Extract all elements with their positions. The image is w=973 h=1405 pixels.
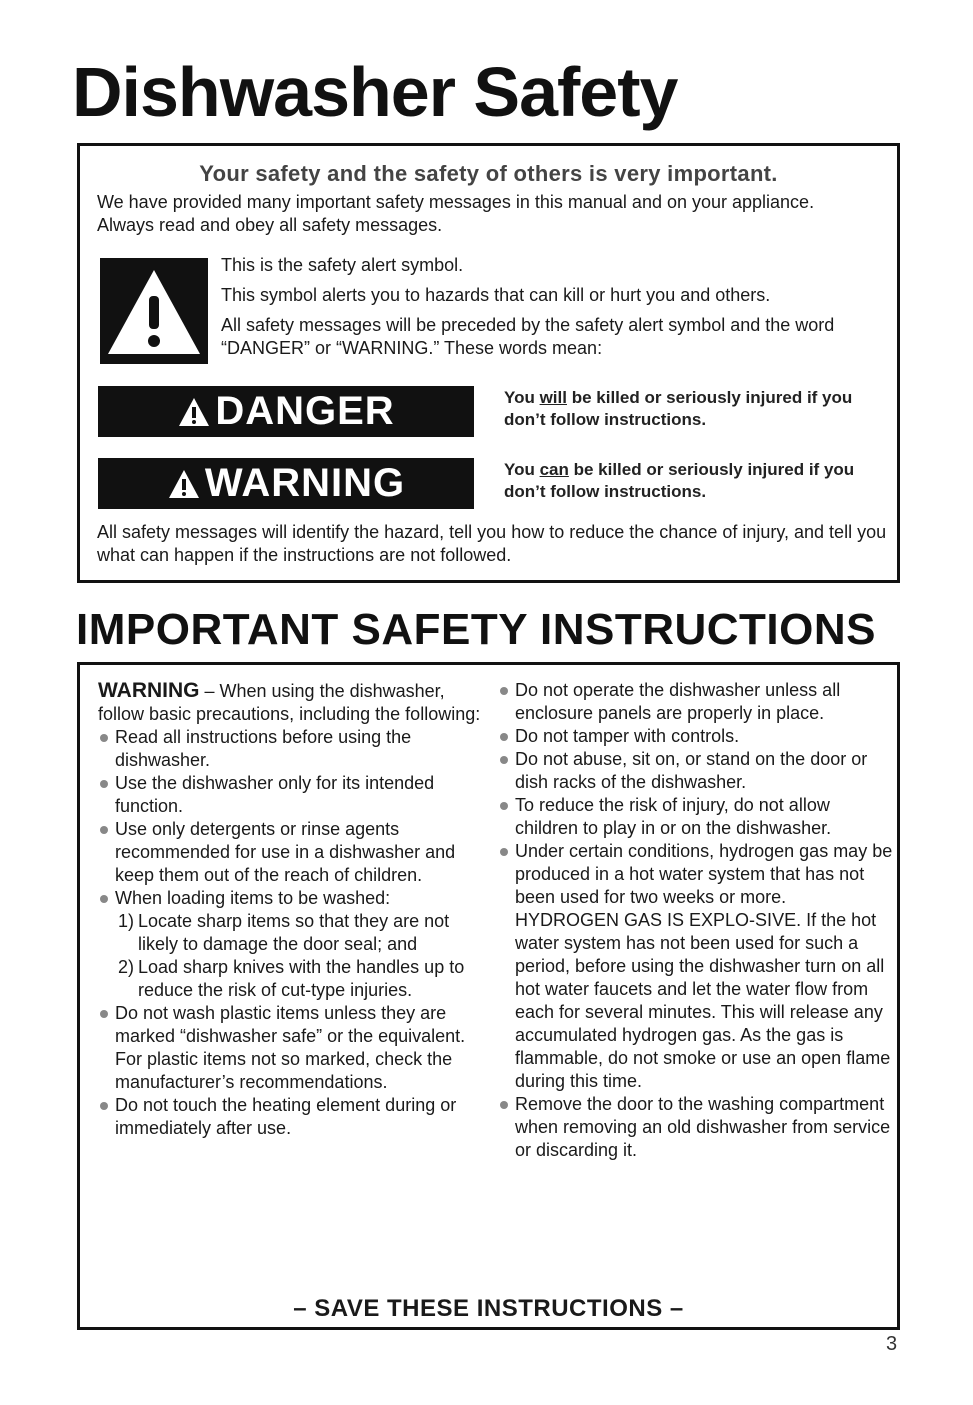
list-item: Do not wash plastic items unless they are marked “dishwasher safe” or the equivalent. For plastic items not so marked, check the manufacturer’s recommendations. xyxy=(98,1002,488,1094)
bullet-icon xyxy=(500,687,508,695)
list-item: Under certain conditions, hydrogen gas may be produced in a hot water system that has not been used for two weeks or more. HYDROGEN GAS IS EXPLO-SIVE. If the hot water system has not been used for such a period, before using the dishwasher turn on all hot water faucets and let the water flow from each for several minutes. This will release any accumulated hydrogen gas. As the gas is flammable, do not smoke or use an open flame during this time. xyxy=(498,840,893,1093)
loading-step: 1) Locate sharp items so that they are not likely to damage the door seal; and xyxy=(118,911,450,954)
list-item: Do not tamper with controls. xyxy=(498,725,893,748)
bullet-icon xyxy=(100,1102,108,1110)
symbol-line: This is the safety alert symbol. xyxy=(221,255,464,275)
safety-message-box xyxy=(77,143,900,583)
bullet-icon xyxy=(500,802,508,810)
bullet-icon xyxy=(500,848,508,856)
left-bullet-list-continued xyxy=(98,1002,488,1140)
list-item: Do not touch the heating element during or immediately after use. xyxy=(98,1094,488,1140)
safety-alert-symbol-icon xyxy=(100,258,208,364)
right-bullet-list xyxy=(498,679,893,1162)
bullet-icon xyxy=(500,756,508,764)
warning-banner xyxy=(98,458,474,509)
symbol-line: This symbol alerts you to hazards that can kill or hurt you and others. xyxy=(221,285,771,305)
list-item: Do not abuse, sit on, or stand on the door or dish racks of the dishwasher. xyxy=(498,748,893,794)
list-item: Read all instructions before using the dishwasher. xyxy=(98,726,488,772)
warning-label: WARNING xyxy=(204,461,406,505)
bullet-icon xyxy=(100,780,108,788)
warning-lead-label: WARNING xyxy=(98,679,200,702)
danger-keyword: will xyxy=(539,388,567,407)
symbol-line: All safety messages will be preceded by the safety alert symbol and the word “DANGER” or “WARNING.” These words mean: xyxy=(221,315,835,358)
list-item: Use the dishwasher only for its intended function. xyxy=(98,772,488,818)
list-item: Remove the door to the washing compartment when removing an old dishwasher from service or discarding it. xyxy=(498,1093,893,1162)
loading-steps xyxy=(98,910,488,1002)
safety-intro: We have provided many important safety messages in this manual and on your appliance. Always read and obey all safety messages. xyxy=(97,192,815,235)
save-instructions-footer: – SAVE THESE INSTRUCTIONS – xyxy=(293,1295,684,1322)
bullet-icon xyxy=(100,734,108,742)
danger-definition: You will be killed or seriously injured if you don’t follow instructions. xyxy=(504,388,853,429)
alert-triangle-icon xyxy=(167,468,201,500)
list-item: Use only detergents or rinse agents recommended for use in a dishwasher and keep them out of the reach of children. xyxy=(98,818,488,887)
alert-triangle-icon xyxy=(177,396,211,428)
page-title: Dishwasher Safety xyxy=(72,53,678,131)
loading-step: 2) Load sharp knives with the handles up to reduce the risk of cut-type injuries. xyxy=(118,957,465,1000)
symbol-explanation xyxy=(221,254,881,367)
bullet-icon xyxy=(100,826,108,834)
warning-lead: WARNING – When using the dishwasher, follow basic precautions, including the following: xyxy=(98,679,481,724)
bullet-icon xyxy=(100,1010,108,1018)
warning-keyword: can xyxy=(539,460,569,479)
list-item: To reduce the risk of injury, do not allow children to play in or on the dishwasher. xyxy=(498,794,893,840)
instructions-title: IMPORTANT SAFETY INSTRUCTIONS xyxy=(76,605,876,654)
safety-closing: All safety messages will identify the hazard, tell you how to reduce the chance of injury, and tell you what can happen if the instructions are not followed. xyxy=(97,522,887,565)
danger-banner xyxy=(98,386,474,437)
list-item: Do not operate the dishwasher unless all enclosure panels are properly in place. xyxy=(498,679,893,725)
bullet-icon xyxy=(500,733,508,741)
left-bullet-list xyxy=(98,726,488,910)
danger-label: DANGER xyxy=(215,389,395,433)
instructions-box xyxy=(77,662,900,1330)
bullet-icon xyxy=(500,1101,508,1109)
instructions-left-column xyxy=(98,679,488,1140)
bullet-icon xyxy=(100,895,108,903)
list-item: When loading items to be washed: xyxy=(98,887,488,910)
warning-definition: You can be killed or seriously injured if you don’t follow instructions. xyxy=(504,460,855,501)
instructions-right-column xyxy=(498,679,893,1162)
page-number: 3 xyxy=(886,1333,898,1355)
safety-heading: Your safety and the safety of others is very important. xyxy=(199,161,778,186)
